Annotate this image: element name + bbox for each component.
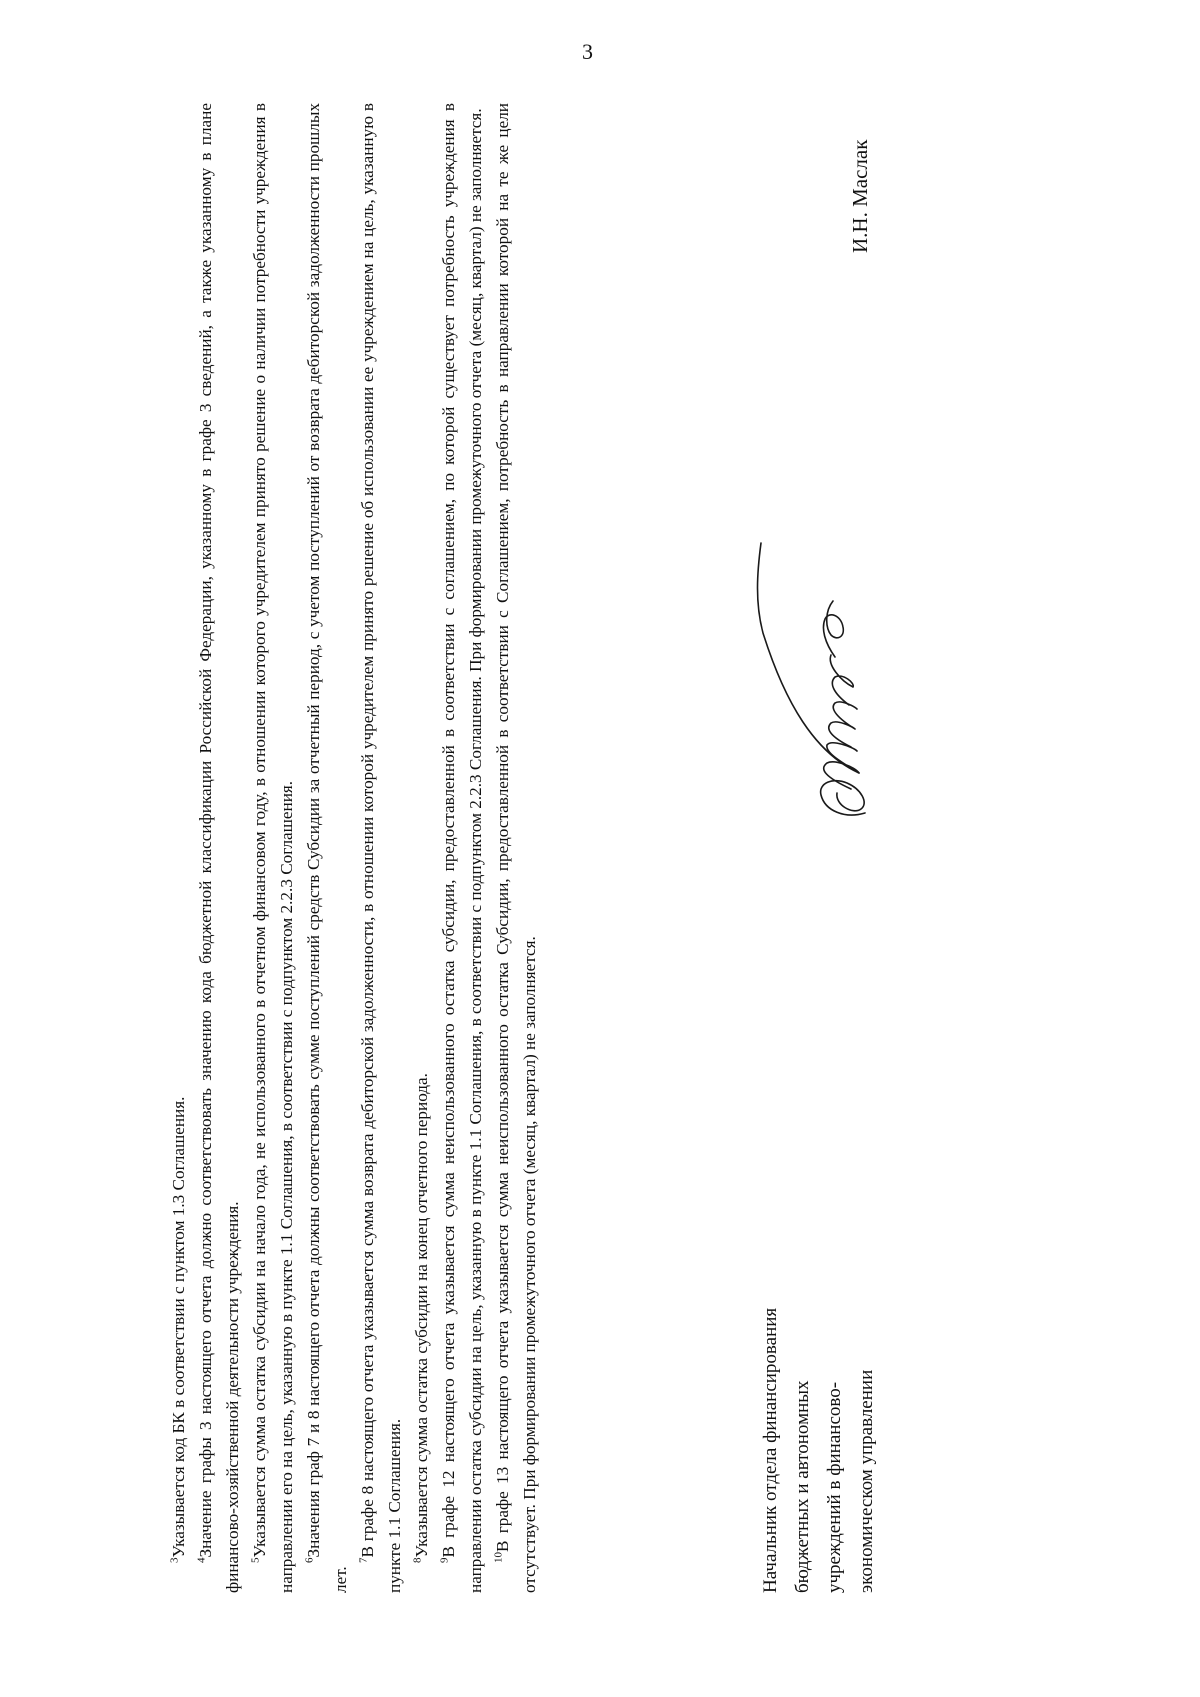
footnote-mark: 4 bbox=[195, 1557, 208, 1563]
footnote-text: Указывается код БК в соответствии с пунктом 1.3 Соглашения. bbox=[169, 1096, 188, 1558]
footnote-mark: 3 bbox=[168, 1557, 181, 1563]
rotated-page-content bbox=[165, 103, 1025, 1593]
signer-title bbox=[755, 1233, 883, 1593]
footnote-mark: 8 bbox=[411, 1557, 424, 1563]
footnote-mark: 10 bbox=[492, 1552, 505, 1563]
footnote-4 bbox=[192, 103, 246, 1593]
footnote-6 bbox=[300, 103, 354, 1593]
footnote-text: В графе 13 настоящего отчета указывается сумма неиспользованного остатка Субсидии, предоставленной в соответствии с Соглашением, потребность в направлении которой на те же цели отсутствует. При формировании промежуточного отчета (месяц, квартал) не заполняется. bbox=[493, 103, 539, 1593]
footnote-mark: 5 bbox=[249, 1557, 262, 1563]
signer-title-line: экономическом управлении bbox=[856, 1369, 877, 1593]
footnote-9 bbox=[435, 103, 489, 1593]
footnote-3 bbox=[165, 103, 192, 1593]
page-number: 3 bbox=[582, 39, 593, 64]
footnote-text: Указывается сумма остатка субсидии на начало года, не использованного в отчетном финансовом году, в отношении которого учредителем принято решение о наличии потребности учреждения в направлении его на цель, указанную в пункте 1.1 Соглашения, в соответствии с подпунктом 2.2.3 Соглашения. bbox=[250, 103, 296, 1593]
footnote-5 bbox=[246, 103, 300, 1593]
footnote-text: Значения граф 7 и 8 настоящего отчета должны соответствовать сумме поступлений средств Субсидии за отчетный период, с учетом поступлений от возврата дебиторской задолженности прошлых лет. bbox=[304, 103, 350, 1593]
signer-title-line: бюджетных и автономных bbox=[792, 1380, 813, 1593]
footnote-text: Значение графы 3 настоящего отчета должно соответствовать значению кода бюджетной классификации Российской Федерации, указанному в графе 3 сведений, а также указанному в плане финансово-хозяйственной деятельности учреждения. bbox=[196, 103, 242, 1593]
signature-block bbox=[755, 103, 995, 1593]
footnote-text: В графе 8 настоящего отчета указывается сумма возврата дебиторской задолженности, в отношении которой учредителем принято решение об использовании ее учреждением на цель, указанную в пункте 1.1 Соглашения. bbox=[358, 103, 404, 1593]
footnote-text: В графе 12 настоящего отчета указывается сумма неиспользованного остатка субсидии, предоставленной в соответствии с соглашением, по которой существует потребность учреждения в направлении остатка субсидии на цель, указанную в пункте 1.1 Соглашения, в соответствии с подпунктом 2.2.3 Соглашения. При формировании промежуточного отчета (месяц, квартал) не заполняется. bbox=[439, 103, 485, 1593]
footnote-10 bbox=[489, 103, 543, 1593]
signer-title-line: учреждений в финансово- bbox=[824, 1381, 845, 1593]
footnote-mark: 9 bbox=[438, 1557, 451, 1563]
footnote-8 bbox=[408, 103, 435, 1593]
signer-title-line: Начальник отдела финансирования bbox=[760, 1307, 781, 1593]
footnote-mark: 6 bbox=[303, 1557, 316, 1563]
signer-name: И.Н. Маслак bbox=[848, 139, 872, 253]
footnotes bbox=[165, 103, 543, 1593]
footnote-text: Указывается сумма остатка субсидии на конец отчетного периода. bbox=[412, 1073, 431, 1558]
footnote-7 bbox=[354, 103, 408, 1593]
handwritten-signature bbox=[755, 533, 905, 833]
footnote-mark: 7 bbox=[357, 1557, 370, 1563]
